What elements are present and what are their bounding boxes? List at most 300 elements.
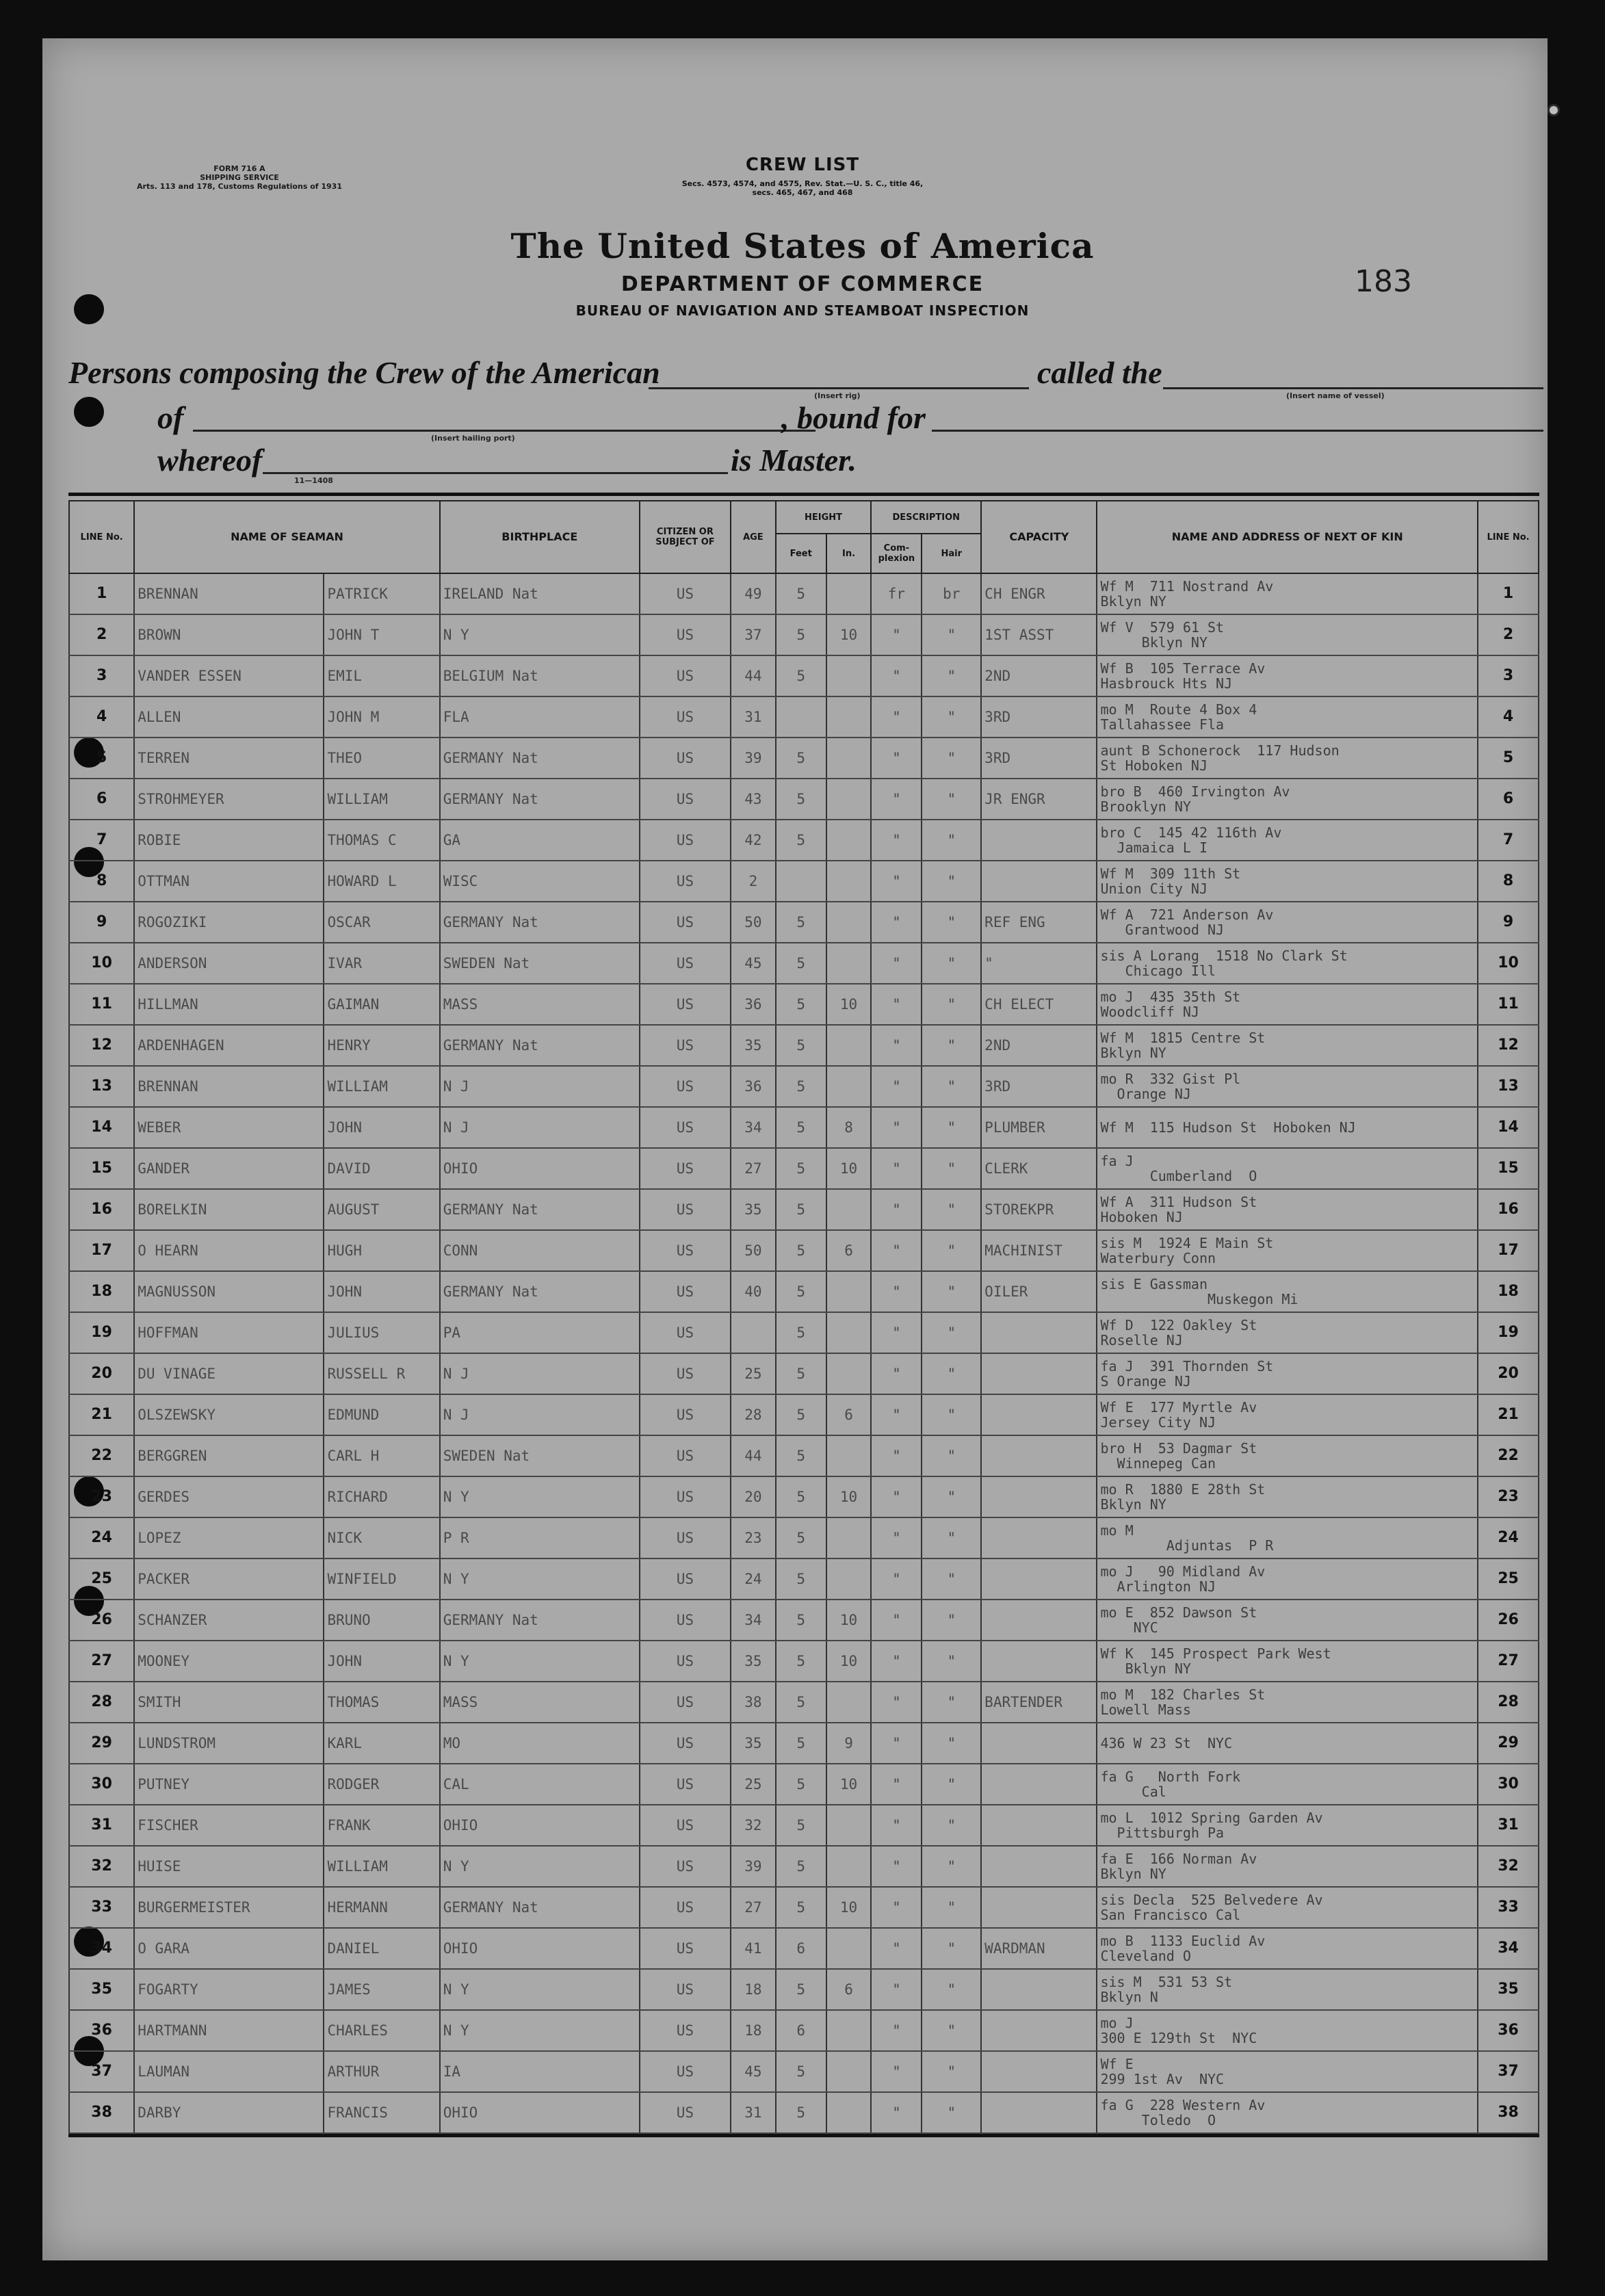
destination-fill-line [932, 430, 1543, 432]
age: 25 [731, 1764, 776, 1805]
hair: " [922, 1394, 981, 1435]
age: 35 [731, 1189, 776, 1230]
line-number: 14 [69, 1107, 134, 1148]
capacity [981, 1517, 1097, 1558]
surname: LUNDSTROM [134, 1723, 324, 1764]
hair: " [922, 1517, 981, 1558]
birthplace: OHIO [440, 2092, 640, 2133]
height-feet: 6 [776, 1928, 826, 1969]
citizenship: US [640, 1558, 731, 1600]
surname: OLSZEWSKY [134, 1394, 324, 1435]
capacity: 2ND [981, 655, 1097, 696]
given-name: WILLIAM [324, 1846, 439, 1887]
crew-row [69, 696, 1539, 738]
surname: WEBER [134, 1107, 324, 1148]
line-number: 3 [69, 655, 134, 696]
next-of-kin: Wf E 177 Myrtle Av Jersey City NJ [1097, 1394, 1478, 1435]
hair: " [922, 984, 981, 1025]
line-number: 2 [69, 614, 134, 655]
crew-row [69, 1353, 1539, 1394]
birthplace: N Y [440, 614, 640, 655]
complexion: " [871, 1271, 922, 1312]
crew-row [69, 2092, 1539, 2133]
birthplace: WISC [440, 861, 640, 902]
punch-hole [74, 397, 104, 427]
surname: BURGERMEISTER [134, 1887, 324, 1928]
next-of-kin: sis Decla 525 Belvedere Av San Francisco Cal [1097, 1887, 1478, 1928]
height-inches [826, 2010, 872, 2051]
crew-row [69, 1271, 1539, 1312]
complexion: " [871, 1969, 922, 2010]
complexion: " [871, 779, 922, 820]
line-number-right: 22 [1478, 1435, 1539, 1476]
complexion: " [871, 1846, 922, 1887]
hair: " [922, 1846, 981, 1887]
hair: " [922, 655, 981, 696]
crew-row [69, 1230, 1539, 1271]
hair: " [922, 1641, 981, 1682]
age: 35 [731, 1641, 776, 1682]
age: 45 [731, 943, 776, 984]
next-of-kin: mo E 852 Dawson St NYC [1097, 1600, 1478, 1641]
col-line-no-right: LINE No. [1478, 501, 1539, 573]
col-birthplace: BIRTHPLACE [440, 501, 640, 573]
height-feet: 5 [776, 1189, 826, 1230]
given-name: JOHN [324, 1107, 439, 1148]
line-number: 26 [69, 1600, 134, 1641]
complexion: " [871, 1107, 922, 1148]
next-of-kin: mo M Route 4 Box 4 Tallahassee Fla [1097, 696, 1478, 738]
given-name: DANIEL [324, 1928, 439, 1969]
next-of-kin: Wf B 105 Terrace Av Hasbrouck Hts NJ [1097, 655, 1478, 696]
height-inches [826, 573, 872, 614]
given-name: RODGER [324, 1764, 439, 1805]
height-feet [776, 696, 826, 738]
height-inches [826, 2051, 872, 2092]
hair: " [922, 1148, 981, 1189]
age: 36 [731, 1066, 776, 1107]
complexion: " [871, 1517, 922, 1558]
line-number: 8 [69, 861, 134, 902]
capacity: WARDMAN [981, 1928, 1097, 1969]
line-number-right: 29 [1478, 1723, 1539, 1764]
crew-of-american-label: Persons composing the Crew of the American [68, 355, 660, 390]
line-number-right: 21 [1478, 1394, 1539, 1435]
birthplace: N J [440, 1353, 640, 1394]
height-feet: 5 [776, 1435, 826, 1476]
height-feet: 5 [776, 2051, 826, 2092]
capacity [981, 2010, 1097, 2051]
surname: HARTMANN [134, 2010, 324, 2051]
surname: SCHANZER [134, 1600, 324, 1641]
complexion: " [871, 1476, 922, 1517]
birthplace: GERMANY Nat [440, 1025, 640, 1066]
next-of-kin: Wf E 299 1st Av NYC [1097, 2051, 1478, 2092]
citizenship: US [640, 1723, 731, 1764]
line-number-right: 11 [1478, 984, 1539, 1025]
next-of-kin: fa J 391 Thornden St S Orange NJ [1097, 1353, 1478, 1394]
age: 49 [731, 573, 776, 614]
complexion: " [871, 1600, 922, 1641]
next-of-kin: mo J 90 Midland Av Arlington NJ [1097, 1558, 1478, 1600]
citizenship: US [640, 1189, 731, 1230]
hair: " [922, 1805, 981, 1846]
height-inches [826, 1066, 872, 1107]
given-name: GAIMAN [324, 984, 439, 1025]
complexion: " [871, 1928, 922, 1969]
complexion: " [871, 696, 922, 738]
line-number: 29 [69, 1723, 134, 1764]
line-number-right: 13 [1478, 1066, 1539, 1107]
height-feet: 5 [776, 1682, 826, 1723]
birthplace: N Y [440, 2010, 640, 2051]
line-number: 19 [69, 1312, 134, 1353]
capacity [981, 1394, 1097, 1435]
crew-row [69, 1682, 1539, 1723]
birthplace: OHIO [440, 1148, 640, 1189]
height-feet: 5 [776, 1107, 826, 1148]
citizenship: US [640, 738, 731, 779]
surname: LAUMAN [134, 2051, 324, 2092]
given-name: JOHN M [324, 696, 439, 738]
given-name: OSCAR [324, 902, 439, 943]
citizenship: US [640, 1805, 731, 1846]
line-number-right: 31 [1478, 1805, 1539, 1846]
given-name: IVAR [324, 943, 439, 984]
capacity [981, 1887, 1097, 1928]
hair: " [922, 1312, 981, 1353]
age: 32 [731, 1805, 776, 1846]
citizenship: US [640, 1682, 731, 1723]
birthplace: N Y [440, 1476, 640, 1517]
height-feet: 5 [776, 943, 826, 984]
capacity [981, 1641, 1097, 1682]
given-name: EMIL [324, 655, 439, 696]
master-name-fill-line [263, 472, 728, 474]
next-of-kin: mo M Adjuntas P R [1097, 1517, 1478, 1558]
birthplace: OHIO [440, 1928, 640, 1969]
next-of-kin: fa E 166 Norman Av Bklyn NY [1097, 1846, 1478, 1887]
height-feet: 5 [776, 1148, 826, 1189]
age: 31 [731, 2092, 776, 2133]
citizenship: US [640, 779, 731, 820]
citizenship: US [640, 1887, 731, 1928]
capacity [981, 861, 1097, 902]
age: 44 [731, 1435, 776, 1476]
given-name: EDMUND [324, 1394, 439, 1435]
hair: " [922, 861, 981, 902]
line-number: 35 [69, 1969, 134, 2010]
citizenship: US [640, 1928, 731, 1969]
line-number-right: 33 [1478, 1887, 1539, 1928]
given-name: FRANCIS [324, 2092, 439, 2133]
height-inches: 10 [826, 984, 872, 1025]
given-name: WILLIAM [324, 1066, 439, 1107]
citizenship: US [640, 1476, 731, 1517]
height-feet: 5 [776, 1066, 826, 1107]
height-inches [826, 861, 872, 902]
complexion: " [871, 1682, 922, 1723]
height-feet: 5 [776, 779, 826, 820]
age: 20 [731, 1476, 776, 1517]
hailing-port-fill-line [193, 430, 815, 432]
form-number: FORM 716 A [213, 164, 265, 173]
given-name: DAVID [324, 1148, 439, 1189]
line-number-right: 18 [1478, 1271, 1539, 1312]
complexion: " [871, 1764, 922, 1805]
crew-row [69, 943, 1539, 984]
insert-rig-hint: (Insert rig) [814, 391, 861, 400]
hair: " [922, 1682, 981, 1723]
crew-row [69, 1805, 1539, 1846]
height-feet: 5 [776, 1394, 826, 1435]
line-number-right: 15 [1478, 1148, 1539, 1189]
citizenship: US [640, 1148, 731, 1189]
capacity [981, 1805, 1097, 1846]
birthplace: SWEDEN Nat [440, 943, 640, 984]
age: 39 [731, 738, 776, 779]
table-top-rule [68, 493, 1539, 496]
age: 18 [731, 2010, 776, 2051]
line-number: 16 [69, 1189, 134, 1230]
height-inches [826, 1353, 872, 1394]
shipping-service: SHIPPING SERVICE [200, 173, 279, 182]
given-name: WILLIAM [324, 779, 439, 820]
birthplace: MASS [440, 984, 640, 1025]
complexion: " [871, 2051, 922, 2092]
line-number-right: 8 [1478, 861, 1539, 902]
height-feet: 5 [776, 1230, 826, 1271]
line-number-right: 16 [1478, 1189, 1539, 1230]
age: 44 [731, 655, 776, 696]
crew-row [69, 2010, 1539, 2051]
hair: " [922, 1107, 981, 1148]
complexion: " [871, 861, 922, 902]
crew-row [69, 1641, 1539, 1682]
birthplace: N J [440, 1107, 640, 1148]
height-feet: 5 [776, 1558, 826, 1600]
height-inches: 10 [826, 1641, 872, 1682]
birthplace: IRELAND Nat [440, 573, 640, 614]
surname: PACKER [134, 1558, 324, 1600]
surname: OTTMAN [134, 861, 324, 902]
capacity: OILER [981, 1271, 1097, 1312]
crew-row [69, 1558, 1539, 1600]
line-number-right: 28 [1478, 1682, 1539, 1723]
surname: O HEARN [134, 1230, 324, 1271]
citizenship: US [640, 1846, 731, 1887]
complexion: " [871, 614, 922, 655]
citizenship: US [640, 943, 731, 984]
line-number-right: 35 [1478, 1969, 1539, 2010]
citizenship: US [640, 2051, 731, 2092]
crew-row [69, 861, 1539, 902]
birthplace: GERMANY Nat [440, 1189, 640, 1230]
hair: " [922, 1928, 981, 1969]
citizenship: US [640, 984, 731, 1025]
country-heading: The United States of America [510, 226, 1095, 266]
crew-list-title: CREW LIST [745, 155, 860, 175]
height-inches: 8 [826, 1107, 872, 1148]
line-number: 18 [69, 1271, 134, 1312]
hair: " [922, 1435, 981, 1476]
surname: LOPEZ [134, 1517, 324, 1558]
line-number: 30 [69, 1764, 134, 1805]
given-name: THOMAS C [324, 820, 439, 861]
citizenship: US [640, 902, 731, 943]
complexion: " [871, 655, 922, 696]
line-number-right: 32 [1478, 1846, 1539, 1887]
birthplace: IA [440, 2051, 640, 2092]
col-citizen: CITIZEN OR SUBJECT OF [640, 501, 731, 573]
crew-row [69, 1723, 1539, 1764]
age: 41 [731, 1928, 776, 1969]
age: 2 [731, 861, 776, 902]
complexion: " [871, 1230, 922, 1271]
height-feet: 5 [776, 1764, 826, 1805]
crew-row [69, 1517, 1539, 1558]
birthplace: GERMANY Nat [440, 1887, 640, 1928]
line-number: 6 [69, 779, 134, 820]
complexion: " [871, 820, 922, 861]
birthplace: BELGIUM Nat [440, 655, 640, 696]
height-feet: 5 [776, 1476, 826, 1517]
age: 43 [731, 779, 776, 820]
capacity: BARTENDER [981, 1682, 1097, 1723]
height-feet: 5 [776, 1641, 826, 1682]
line-number: 10 [69, 943, 134, 984]
birthplace: N Y [440, 1846, 640, 1887]
height-inches [826, 1805, 872, 1846]
line-number-right: 12 [1478, 1025, 1539, 1066]
next-of-kin: mo R 1880 E 28th St Bklyn NY [1097, 1476, 1478, 1517]
surname: ANDERSON [134, 943, 324, 984]
age: 37 [731, 614, 776, 655]
surname: GANDER [134, 1148, 324, 1189]
given-name: HENRY [324, 1025, 439, 1066]
line-number: 32 [69, 1846, 134, 1887]
age: 50 [731, 1230, 776, 1271]
capacity [981, 1600, 1097, 1641]
next-of-kin: Wf M 711 Nostrand Av Bklyn NY [1097, 573, 1478, 614]
given-name: RICHARD [324, 1476, 439, 1517]
height-feet: 5 [776, 1887, 826, 1928]
page-number: 183 [1355, 264, 1412, 299]
crew-row [69, 1764, 1539, 1805]
hair: " [922, 1025, 981, 1066]
height-inches: 10 [826, 1148, 872, 1189]
line-number: 38 [69, 2092, 134, 2133]
age: 35 [731, 1025, 776, 1066]
crew-row [69, 1107, 1539, 1148]
given-name: CHARLES [324, 2010, 439, 2051]
citizenship: US [640, 1107, 731, 1148]
height-feet: 5 [776, 1846, 826, 1887]
vessel-name-fill-line [1163, 387, 1543, 389]
height-inches: 10 [826, 1764, 872, 1805]
col-line-no: LINE No. [69, 501, 134, 573]
crew-row [69, 1312, 1539, 1353]
age: 45 [731, 2051, 776, 2092]
line-number: 12 [69, 1025, 134, 1066]
height-feet: 5 [776, 1517, 826, 1558]
surname: STROHMEYER [134, 779, 324, 820]
line-number-right: 4 [1478, 696, 1539, 738]
given-name: KARL [324, 1723, 439, 1764]
height-inches [826, 696, 872, 738]
of-label: of [157, 400, 184, 435]
pin-hole [1548, 104, 1560, 116]
line-number: 1 [69, 573, 134, 614]
hair: " [922, 1189, 981, 1230]
height-feet: 5 [776, 902, 826, 943]
complexion: " [871, 1805, 922, 1846]
given-name: HUGH [324, 1230, 439, 1271]
complexion: " [871, 1723, 922, 1764]
capacity [981, 1435, 1097, 1476]
citizenship: US [640, 2092, 731, 2133]
surname: VANDER ESSEN [134, 655, 324, 696]
insert-port-hint: (Insert hailing port) [431, 434, 515, 443]
age: 34 [731, 1107, 776, 1148]
complexion: " [871, 1353, 922, 1394]
capacity: CLERK [981, 1148, 1097, 1189]
line-number-right: 25 [1478, 1558, 1539, 1600]
surname: SMITH [134, 1682, 324, 1723]
complexion: " [871, 2092, 922, 2133]
birthplace: N Y [440, 1969, 640, 2010]
height-feet: 5 [776, 614, 826, 655]
surname: DU VINAGE [134, 1353, 324, 1394]
height-feet: 5 [776, 984, 826, 1025]
next-of-kin: mo R 332 Gist Pl Orange NJ [1097, 1066, 1478, 1107]
col-description: DESCRIPTION [871, 501, 981, 534]
age: 25 [731, 1353, 776, 1394]
height-inches [826, 1928, 872, 1969]
hair: " [922, 2051, 981, 2092]
surname: O GARA [134, 1928, 324, 1969]
capacity [981, 1723, 1097, 1764]
hair: " [922, 2010, 981, 2051]
col-feet: Feet [776, 534, 826, 573]
height-inches: 10 [826, 1600, 872, 1641]
citizenship: US [640, 1764, 731, 1805]
capacity [981, 1846, 1097, 1887]
line-number: 23 [69, 1476, 134, 1517]
next-of-kin: bro H 53 Dagmar St Winnepeg Can [1097, 1435, 1478, 1476]
capacity: 3RD [981, 738, 1097, 779]
complexion: " [871, 2010, 922, 2051]
birthplace: N Y [440, 1558, 640, 1600]
whereof-label: whereof [157, 443, 263, 478]
capacity [981, 2092, 1097, 2133]
height-feet: 5 [776, 820, 826, 861]
height-feet: 5 [776, 573, 826, 614]
crew-row [69, 1148, 1539, 1189]
birthplace: MASS [440, 1682, 640, 1723]
line-number: 4 [69, 696, 134, 738]
crew-row [69, 1887, 1539, 1928]
height-inches: 10 [826, 614, 872, 655]
surname: BERGGREN [134, 1435, 324, 1476]
citizenship: US [640, 1517, 731, 1558]
citizenship: US [640, 861, 731, 902]
given-name: JULIUS [324, 1312, 439, 1353]
citizenship: US [640, 655, 731, 696]
citizenship: US [640, 1641, 731, 1682]
given-name: JOHN [324, 1271, 439, 1312]
next-of-kin: fa J Cumberland O [1097, 1148, 1478, 1189]
